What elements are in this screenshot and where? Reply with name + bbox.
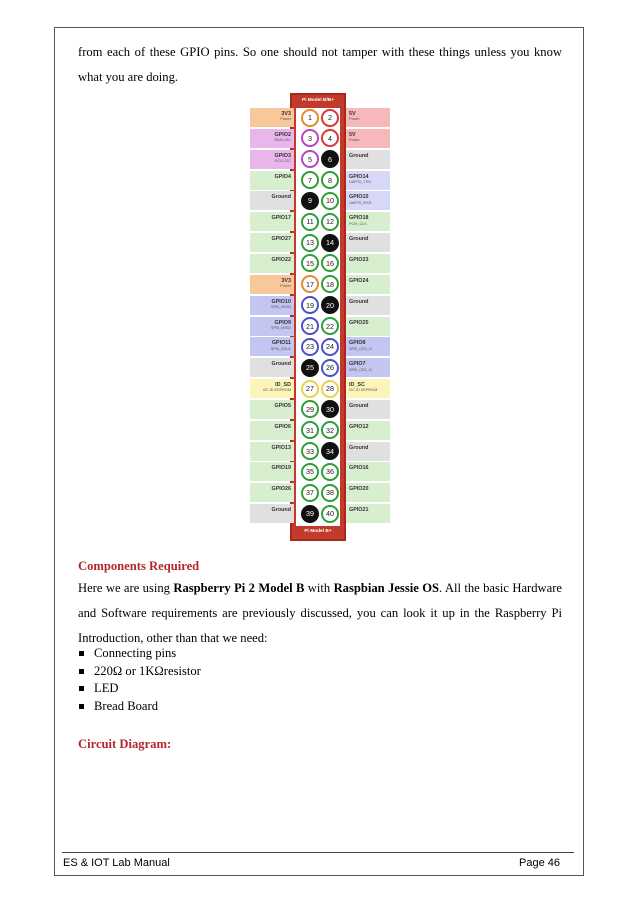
- pin-function-name: GPIO19: [271, 465, 291, 472]
- pi-model-bottom-label: Pi Model B+: [304, 529, 332, 534]
- pin-function-name: GPIO11: [271, 340, 291, 347]
- header-pin: 27: [301, 380, 319, 398]
- gpio-row: [250, 107, 390, 128]
- pin-function-name: GPIO18: [349, 215, 369, 222]
- pi-model-top-label: Pi Model B/B+: [301, 98, 335, 103]
- pin-label-left: [250, 337, 294, 356]
- pin-label-left: [250, 504, 294, 523]
- pin-label-left: [250, 129, 294, 148]
- pin-label-right: [346, 129, 390, 148]
- gpio-row: [250, 232, 390, 253]
- pin-function-name: GPIO8: [349, 340, 366, 347]
- header-pin: 22: [321, 317, 339, 335]
- square-bullet-icon: [79, 669, 84, 674]
- components-heading: Components Required: [78, 559, 200, 573]
- components-board-name: Raspberry Pi 2 Model B: [173, 581, 305, 595]
- header-pin: 11: [301, 213, 319, 231]
- pin-function-sub: Power: [349, 138, 360, 143]
- pin-function-name: Ground: [271, 194, 291, 201]
- header-pin: 9: [301, 192, 319, 210]
- pin-label-left: [250, 358, 294, 377]
- pin-function-name: GPIO13: [271, 444, 291, 451]
- gpio-row: [250, 211, 390, 232]
- pin-function-name: GPIO12: [349, 423, 369, 430]
- pin-label-left: [250, 191, 294, 210]
- pin-label-left: [250, 171, 294, 190]
- pin-label-left: [250, 379, 294, 398]
- header-pin: 26: [321, 359, 339, 377]
- header-pin: 12: [321, 213, 339, 231]
- pin-function-sub: SCL1 I2C: [274, 159, 291, 164]
- pin-function-name: GPIO2: [274, 131, 291, 138]
- pin-function-name: Ground: [349, 236, 369, 243]
- circuit-diagram-heading: Circuit Diagram:: [78, 737, 172, 751]
- pin-function-name: GPIO4: [274, 173, 291, 180]
- pin-label-right: [346, 171, 390, 190]
- list-item: [78, 698, 478, 716]
- pin-function-name: GPIO20: [349, 486, 369, 493]
- pin-function-sub: Power: [349, 117, 360, 122]
- header-pin: 13: [301, 234, 319, 252]
- pin-function-name: GPIO10: [271, 298, 291, 305]
- pin-function-name: 5V: [349, 131, 356, 138]
- header-pin: 32: [321, 421, 339, 439]
- pin-function-name: GPIO14: [349, 173, 369, 180]
- pin-label-left: [250, 150, 294, 169]
- header-pin: 8: [321, 171, 339, 189]
- pin-label-left: [250, 421, 294, 440]
- list-item-label: LED: [94, 681, 119, 696]
- header-pin: 23: [301, 338, 319, 356]
- header-pin: 24: [321, 338, 339, 356]
- list-item: [78, 663, 478, 681]
- gpio-row: [250, 316, 390, 337]
- pin-function-sub: UART0_RXD: [349, 200, 372, 205]
- square-bullet-icon: [79, 651, 84, 656]
- gpio-row: [250, 378, 390, 399]
- components-os-name: Raspbian Jessie OS: [333, 581, 440, 595]
- pin-function-sub: SPI0_CE1_N: [349, 367, 372, 372]
- header-pin: 34: [321, 442, 339, 460]
- header-pin: 31: [301, 421, 319, 439]
- pin-function-sub: I2C ID EEPROM: [262, 388, 291, 393]
- pin-label-right: [346, 254, 390, 273]
- pin-label-right: [346, 317, 390, 336]
- pin-function-sub: SPI0_CE0_N: [349, 346, 372, 351]
- list-item: [78, 645, 478, 663]
- pin-function-name: Ground: [349, 402, 369, 409]
- header-pin: 14: [321, 234, 339, 252]
- gpio-row: [250, 482, 390, 503]
- square-bullet-icon: [79, 686, 84, 691]
- pin-function-name: Ground: [271, 361, 291, 368]
- pin-label-right: [346, 337, 390, 356]
- header-pin: 2: [321, 109, 339, 127]
- list-item-label: 220Ω or 1KΩresistor: [94, 663, 201, 678]
- footer-page-number: Page 46: [519, 857, 560, 869]
- pin-label-right: [346, 504, 390, 523]
- pin-function-name: GPIO9: [274, 319, 291, 326]
- gpio-pinout-diagram: [250, 93, 390, 542]
- header-pin: 39: [301, 505, 319, 523]
- gpio-row: [250, 190, 390, 211]
- pin-function-sub: SPI0_MISO: [270, 325, 291, 330]
- gpio-row: [250, 441, 390, 462]
- gpio-row: [250, 170, 390, 191]
- header-pin: 6: [321, 150, 339, 168]
- header-pin: 37: [301, 484, 319, 502]
- pin-function-name: GPIO26: [271, 486, 291, 493]
- pin-function-name: GPIO15: [349, 194, 369, 201]
- pin-label-right: [346, 150, 390, 169]
- pin-label-left: [250, 317, 294, 336]
- header-pin: 7: [301, 171, 319, 189]
- pin-function-sub: PCM_CLK: [349, 221, 367, 226]
- header-pin: 21: [301, 317, 319, 335]
- header-pin: 20: [321, 296, 339, 314]
- header-pin: 28: [321, 380, 339, 398]
- pin-function-name: GPIO21: [349, 507, 369, 514]
- pin-label-left: [250, 483, 294, 502]
- header-pin: 19: [301, 296, 319, 314]
- pin-label-right: [346, 275, 390, 294]
- pin-label-right: [346, 296, 390, 315]
- pin-function-name: ID_SC: [349, 382, 365, 389]
- pin-label-right: [346, 462, 390, 481]
- header-pin: 33: [301, 442, 319, 460]
- pin-function-name: 3V3: [281, 277, 291, 284]
- components-list: [78, 645, 478, 715]
- header-pin: 30: [321, 400, 339, 418]
- components-text-b: with: [304, 581, 334, 595]
- pin-label-right: [346, 400, 390, 419]
- header-pin: 17: [301, 275, 319, 293]
- header-pin: 5: [301, 150, 319, 168]
- square-bullet-icon: [79, 704, 84, 709]
- pin-function-name: 5V: [349, 111, 356, 117]
- pin-label-right: [346, 108, 390, 127]
- gpio-row: [250, 295, 390, 316]
- pin-function-name: Ground: [349, 444, 369, 451]
- pin-function-name: Ground: [349, 152, 369, 159]
- gpio-row: [250, 253, 390, 274]
- gpio-row: [250, 149, 390, 170]
- pin-function-name: Ground: [271, 507, 291, 514]
- header-pin: 4: [321, 129, 339, 147]
- pin-function-name: 3V3: [281, 111, 291, 117]
- components-text-c: . All the basic Hardware and Software requirements are previously discussed, you can look it up in the Raspberry Pi Introduction, other than that we need:: [78, 581, 562, 645]
- pin-label-left: [250, 233, 294, 252]
- pin-function-name: GPIO23: [349, 256, 369, 263]
- pin-function-name: GPIO3: [274, 152, 291, 159]
- gpio-row: [250, 274, 390, 295]
- header-pin: 25: [301, 359, 319, 377]
- pin-function-name: GPIO25: [349, 319, 369, 326]
- pin-function-name: GPIO17: [271, 215, 291, 222]
- pin-function-name: GPIO27: [271, 236, 291, 243]
- gpio-row: [250, 461, 390, 482]
- pin-label-left: [250, 108, 294, 127]
- list-item: [78, 680, 478, 698]
- pin-function-name: Ground: [349, 298, 369, 305]
- gpio-row: [250, 336, 390, 357]
- pin-label-right: [346, 212, 390, 231]
- pin-function-sub: SPI0_MOSI: [270, 305, 291, 310]
- pin-label-right: [346, 379, 390, 398]
- list-item-label: Bread Board: [94, 698, 158, 713]
- header-pin: 38: [321, 484, 339, 502]
- footer-divider: [62, 852, 574, 853]
- pin-function-name: GPIO22: [271, 256, 291, 263]
- pin-label-left: [250, 296, 294, 315]
- header-pin: 1: [301, 109, 319, 127]
- pin-function-sub: UART0_TXD: [349, 179, 372, 184]
- gpio-row: [250, 128, 390, 149]
- gpio-row: [250, 357, 390, 378]
- header-pin: 35: [301, 463, 319, 481]
- gpio-row: [250, 503, 390, 524]
- gpio-row: [250, 420, 390, 441]
- header-pin: 40: [321, 505, 339, 523]
- gpio-row: [250, 399, 390, 420]
- pin-function-sub: SPI0_SCLK: [270, 346, 291, 351]
- pin-function-sub: Power: [280, 284, 291, 289]
- pin-label-left: [250, 442, 294, 461]
- pin-function-sub: SDA1 I2C: [274, 138, 291, 143]
- pin-label-left: [250, 462, 294, 481]
- pin-label-left: [250, 400, 294, 419]
- header-pin: 10: [321, 192, 339, 210]
- pin-label-left: [250, 275, 294, 294]
- pin-function-name: GPIO16: [349, 465, 369, 472]
- components-text-a: Here we are using: [78, 581, 174, 595]
- intro-paragraph: from each of these GPIO pins. So one should not tamper with these things unless you know what you are doing.: [78, 45, 562, 84]
- pin-function-name: GPIO5: [274, 402, 291, 409]
- pin-function-name: GPIO6: [274, 423, 291, 430]
- header-pin: 15: [301, 254, 319, 272]
- list-item-label: Connecting pins: [94, 646, 177, 660]
- header-pin: 29: [301, 400, 319, 418]
- pin-function-sub: Power: [280, 117, 291, 122]
- pin-label-right: [346, 442, 390, 461]
- pin-label-right: [346, 421, 390, 440]
- pin-function-sub: I2C ID EEPROM: [349, 388, 378, 393]
- pin-label-right: [346, 483, 390, 502]
- header-pin: 16: [321, 254, 339, 272]
- pin-label-right: [346, 191, 390, 210]
- components-paragraph: [78, 576, 562, 651]
- pin-label-left: [250, 212, 294, 231]
- footer-manual-title: ES & IOT Lab Manual: [63, 857, 170, 869]
- pin-label-right: [346, 233, 390, 252]
- pin-label-left: [250, 254, 294, 273]
- pin-function-name: GPIO7: [349, 361, 366, 368]
- pin-label-right: [346, 358, 390, 377]
- header-pin: 36: [321, 463, 339, 481]
- pin-function-name: GPIO24: [349, 277, 369, 284]
- pin-function-name: ID_SD: [275, 382, 291, 389]
- header-pin: 3: [301, 129, 319, 147]
- header-pin: 18: [321, 275, 339, 293]
